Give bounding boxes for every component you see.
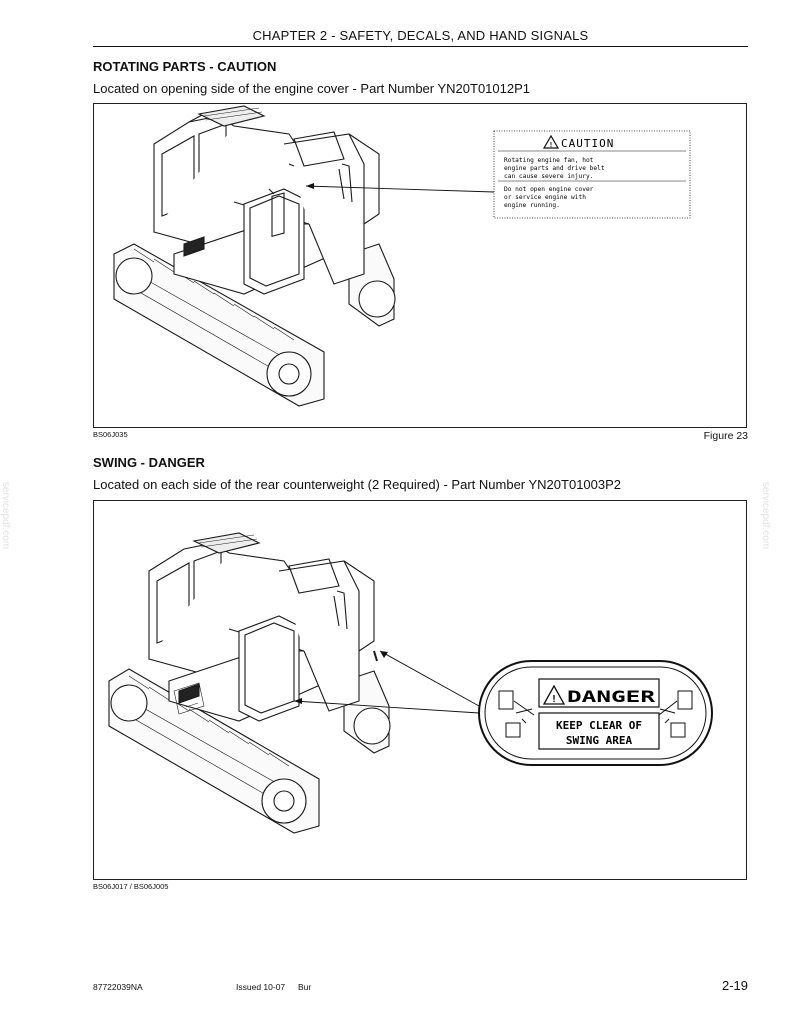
watermark-left: servicepdf.com (0, 481, 12, 550)
section-title-caution: ROTATING PARTS - CAUTION (93, 59, 277, 74)
svg-text:!: ! (550, 694, 558, 705)
footer-doc-number: 87722039NA (93, 982, 143, 992)
danger-decal (479, 661, 712, 765)
caution-line-2: engine parts and drive belt (504, 165, 605, 172)
figure-code-danger: BS06J017 / BS06J005 (93, 882, 169, 891)
danger-line-1: KEEP CLEAR OF (555, 719, 643, 732)
header-rule (93, 46, 748, 47)
chapter-header: CHAPTER 2 - SAFETY, DECALS, AND HAND SIGNALS (252, 28, 589, 43)
danger-heading: DANGER (567, 687, 656, 706)
section-description-danger: Located on each side of the rear counterweight (2 Required) - Part Number YN20T01003P2 (93, 477, 622, 492)
caution-heading: CAUTION (561, 137, 615, 150)
figure-code-caution: BS06J035 (93, 430, 128, 439)
figure-frame-danger (93, 500, 747, 880)
page-number: 2-19 (721, 978, 748, 993)
watermark-right: servicepdf.com (760, 481, 772, 550)
excavator-illustration-danger (94, 501, 746, 879)
figure-frame-caution (93, 103, 747, 428)
caution-line-1: Rotating engine fan, hot (504, 157, 594, 164)
section-title-danger: SWING - DANGER (93, 455, 205, 470)
footer-lang: Bur (298, 982, 312, 992)
footer-issue: Issued 10-07 (236, 982, 286, 992)
section-description-caution: Located on opening side of the engine cover - Part Number YN20T01012P1 (93, 81, 530, 96)
figure-label: Figure 23 (703, 430, 748, 442)
excavator-illustration-caution (94, 104, 746, 427)
caution-line-6: engine running. (504, 202, 560, 209)
danger-line-2: SWING AREA (565, 734, 633, 747)
svg-text:!: ! (548, 141, 554, 149)
caution-line-5: or service engine with (504, 194, 586, 201)
caution-line-4: Do not open engine cover (504, 186, 594, 193)
caution-decal (494, 131, 690, 218)
caution-line-3: can cause severe injury. (504, 173, 594, 180)
